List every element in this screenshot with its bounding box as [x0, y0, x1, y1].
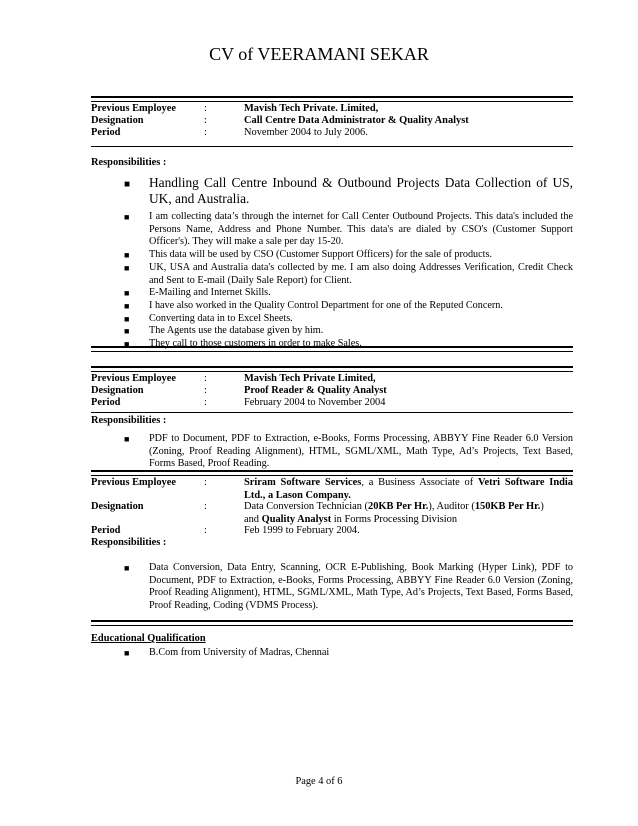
colon: :: [204, 103, 207, 114]
list-item: ■ The Agents use the database given by him.: [124, 325, 324, 337]
list-item: ■ Handling Call Centre Inbound & Outbound Projects Data Collection of US, UK, and Australia.: [124, 175, 573, 206]
bullet-icon: ■: [124, 300, 130, 311]
bullet-icon: ■: [124, 326, 130, 337]
designation-label: Designation: [91, 385, 144, 396]
list-item: ■ I am collecting data’s through the internet for Call Center Outbound Projects. This data's included the Persons Name, Address and Phone Number. This data's are dialed by CSO's (Customer Support Officer's). They will make a sale per day 15-20.: [124, 211, 573, 248]
period-label: Period: [91, 397, 121, 408]
designation-value: Data Conversion Technician (20KB Per Hr.), Auditor (150KB Per Hr.) and Quality Analyst in Forms Processing Division: [244, 501, 544, 525]
bullet-icon: ■: [124, 648, 130, 658]
bullet-icon: ■: [124, 313, 130, 324]
job1-responsibilities-list: [124, 175, 573, 351]
colon: :: [204, 373, 207, 384]
list-item: ■ I have also worked in the Quality Control Department for one of the Reputed Concern.: [124, 299, 503, 311]
colon: :: [204, 385, 207, 396]
education-list: [124, 647, 573, 660]
colon: :: [204, 397, 207, 408]
colon: :: [204, 115, 207, 126]
list-item: ■ B.Com from University of Madras, Chennai: [124, 647, 330, 658]
bullet-icon: ■: [124, 262, 130, 273]
period-label: Period: [91, 127, 121, 138]
section-divider: [91, 470, 573, 476]
list-item: ■ This data will be used by CSO (Customer Support Officers) for the sale of products.: [124, 249, 493, 261]
designation-label: Designation: [91, 115, 144, 126]
employee-value: Mavish Tech Private. Limited,: [244, 103, 379, 114]
bullet-icon: ■: [124, 250, 130, 261]
list-item: ■ They call to those customers in order to make Sales.: [124, 338, 362, 350]
employee-value: Sriram Software Services, a Business Associate of Vetri Software India Ltd., a Lason Company.: [244, 477, 573, 501]
section-divider: [91, 366, 573, 372]
colon: :: [204, 525, 207, 536]
section-divider: [91, 412, 573, 413]
designation-value: Proof Reader & Quality Analyst: [244, 385, 387, 396]
bullet-icon: ■: [124, 179, 131, 190]
section-divider: [91, 346, 573, 352]
section-divider: [91, 146, 573, 147]
bullet-icon: ■: [124, 339, 130, 350]
period-value: February 2004 to November 2004: [244, 397, 386, 408]
colon: :: [204, 477, 207, 488]
period-value: November 2004 to July 2006.: [244, 127, 368, 138]
list-item: ■ Data Conversion, Data Entry, Scanning, OCR E-Publishing, Book Marking (Hyper Link), PDF to Document, PDF to Extraction, e-Books, Forms Processing, ABBYY Fine Reader 6.0 Version (Zoning, Proof Reading Alignment), HTML, SGML/XML, Math Type, Ad’s Projects, Text Based, Forms Based, Proof Reading, Coding (VDMS Process).: [124, 562, 573, 612]
bullet-icon: ■: [124, 288, 130, 299]
designation-value: Call Centre Data Administrator & Quality Analyst: [244, 115, 469, 126]
employee-label: Previous Employee: [91, 477, 176, 488]
job3-responsibilities-list: [124, 562, 573, 613]
list-item: ■ Converting data in to Excel Sheets.: [124, 312, 293, 324]
section-divider: [91, 96, 573, 102]
bullet-icon: ■: [124, 212, 130, 222]
bullet-icon: ■: [124, 434, 130, 444]
list-item: ■ E-Mailing and Internet Skills.: [124, 287, 271, 299]
colon: :: [204, 127, 207, 138]
colon: :: [204, 501, 207, 512]
cv-page: CV of VEERAMANI SEKAR Previous Employee : Mavish Tech Private. Limited, Designation : Call Centre Data Administrator & Quality Analyst Period : November 2004 to July 2006. Responsibilities : ■ Handling Call Centre Inbound & Outbound Projects Data Collection of US, UK, and Australia. ■ I am collecting data’s through the internet for Call Center Outbound Projects. This data's included the Persons Name, Address and Phone Number. This data's are dialed by CSO's (Customer Support Officer's). They will make a sale per day 15-20. ■ This data will be used by CSO (Customer Support Officers) for the sale of products. ■ UK, USA and Australia data's collected by me. I am also doing Addresses Verification, Credit Check and Sent to E-mail (Daily Sale Report) for Client. ■ E-Mailing and Internet Skills. ■ I have also worked in the Quality Control Department for one of the Reputed Concern. ■ Converting data in to Excel Sheets. ■ The Agents use the database given by him. ■ They call to those customers in order to make Sales. Previous Employee : Mavish Tech Private Limited, Designation : Proof Reader & Quality Analyst Period : February 2004 to November 2004 Responsibilities : ■ PDF to Document, PDF to Extraction, e-Books, Forms Processing, ABBYY Fine Reader 6.0 Version (Zoning, Proof Reading Alignment), HTML, SGML/XML, Math Type, Ad’s Projects, Text Based, Forms Based, Proof Reading. Previous Employee : Sriram Software Services, a Business Associate of Vetri Software India Ltd., a Lason Company. Designation : Data Conversion Technician (20KB Per Hr.), Auditor (150KB Per Hr.) and Quality Analyst in Forms Processing Division Period : Feb 1999 to February 2004. Responsibilities : ■ Data Conversion, Data Entry, Scanning, OCR E-Publishing, Book Marking (Hyper Link), PDF to Document, PDF to Extraction, e-Books, Forms Processing, ABBYY Fine Reader 6.0 Version (Zoning, Proof Reading Alignment), HTML, SGML/XML, Math Type, Ad’s Projects, Text Based, Forms Based, Proof Reading, Coding (VDMS Process). Educational Qualification ■ B.Com from University of Madras, Chennai Page 4 of 6: [0, 0, 638, 826]
employee-value: Mavish Tech Private Limited,: [244, 373, 376, 384]
section-divider: [91, 620, 573, 626]
list-item: ■ PDF to Document, PDF to Extraction, e-Books, Forms Processing, ABBYY Fine Reader 6.0 Version (Zoning, Proof Reading Alignment), HTML, SGML/XML, Math Type, Ad’s Projects, Text Based, Forms Based, Proof Reading.: [124, 433, 573, 470]
period-value: Feb 1999 to February 2004.: [244, 525, 360, 536]
page-number: Page 4 of 6: [295, 776, 343, 787]
bullet-icon: ■: [124, 563, 130, 573]
employee-label: Previous Employee: [91, 373, 176, 384]
designation-label: Designation: [91, 501, 144, 512]
education-heading: Educational Qualification: [91, 633, 206, 644]
period-label: Period: [91, 525, 121, 536]
employee-label: Previous Employee: [91, 103, 176, 114]
list-item: ■ UK, USA and Australia data's collected by me. I am also doing Addresses Verification, Credit Check and Sent to E-mail (Daily Sale Report) for Client.: [124, 261, 573, 286]
job2-responsibilities-list: [124, 433, 573, 471]
document-title: CV of VEERAMANI SEKAR: [209, 44, 429, 64]
